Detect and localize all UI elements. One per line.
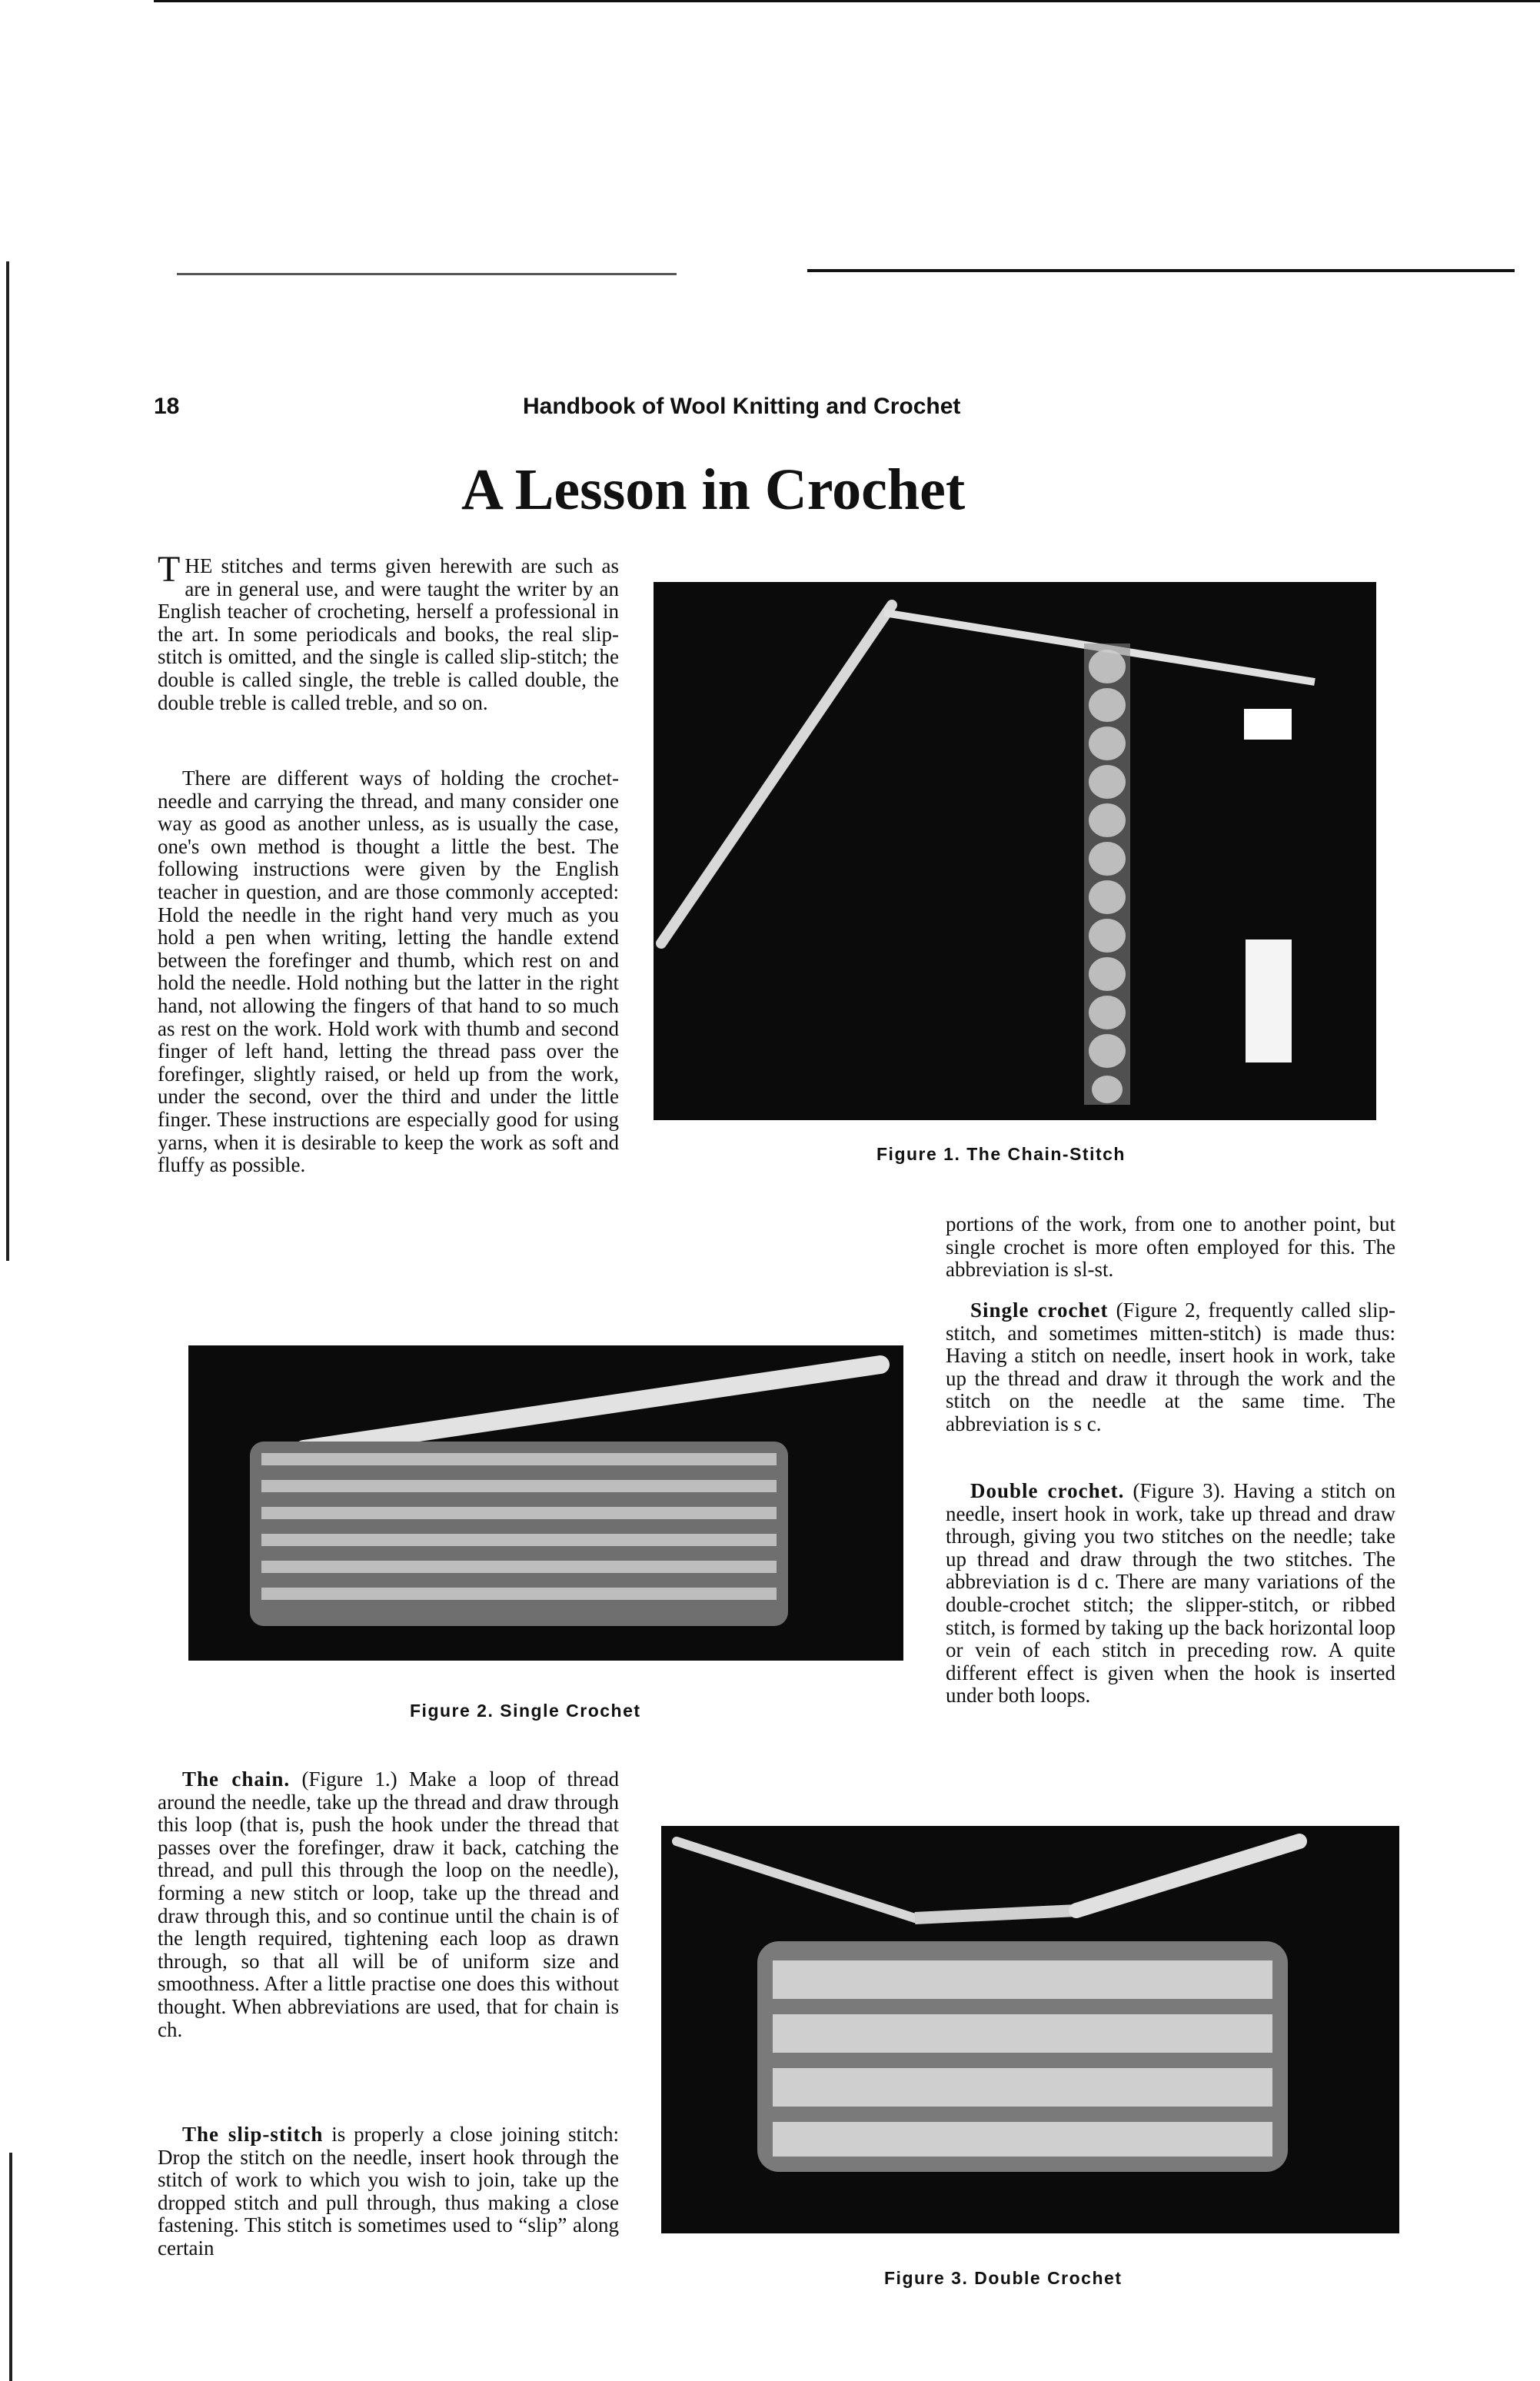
chain-paragraph (158, 1768, 619, 2041)
single-crochet-paragraph (946, 1299, 1395, 1436)
slip-stitch-paragraph (158, 2123, 619, 2260)
page-number: 18 (154, 394, 180, 419)
dropcap-letter: T (158, 549, 181, 590)
intro-paragraph-2-text: There are different ways of holding the crochet-needle and carrying the thread, and many consider one way as good as another unless, as is usually the case, one's own method is thought a little the best. The following instructions were given by the English teacher in question, and are those commonly accepted: Hold the needle in the right hand very much as you hold a pen when writing, letting the handle extend between the forefinger and thumb, which rest on and hold the needle. Hold nothing but the latter in the right hand, not allowing the fingers of that hand to so much as rest on the work. Hold work with thumb and second finger of left hand, letting the thread pass over the forefinger, slightly raised, or held up from the work, under the second, over the third and under the little finger. These instructions are especially good for using yarns, when it is desirable to keep the work as soft and fluffy as possible. (158, 767, 619, 1177)
figure-2-caption: Figure 2. Single Crochet (410, 1701, 641, 1721)
figure-1-chain-stitch-photo (654, 582, 1376, 1120)
figure-2-single-crochet-photo (188, 1345, 903, 1661)
chain-heading: The chain. (182, 1767, 291, 1791)
single-crochet-text: (Figure 2, frequently called slip-stitch, and sometimes mitten-stitch) is made thus: Having a stitch on needle, insert hook in work, take up the thread and draw it through the work and the stitch on the needle at the same time. The abbreviation is s c. (946, 1299, 1395, 1435)
slip-stitch-text: is properly a close joining stitch: Drop the stitch on the needle, insert hook through the stitch of work to which you wish to join, take up the dropped stitch and pull through, thus making a close fastening. This stitch is sometimes used to “slip” along certain (158, 2123, 619, 2260)
figure-3-caption: Figure 3. Double Crochet (884, 2268, 1123, 2288)
double-crochet-text: (Figure 3). Having a stitch on needle, insert hook in work, take up thread and draw through, giving you two stitches on the needle; take up thread and draw through the two stitches. The abbreviation is d c. There are many variations of the double-crochet stitch; the slipper-stitch, or ribbed stitch, is formed by taking up the back horizontal loop or vein of each stitch in preceding row. A quite different effect is given when the hook is inserted under both loops. (946, 1479, 1395, 1708)
upper-rule-left (177, 273, 677, 275)
upper-rule-right (807, 269, 1515, 272)
intro-paragraph-2 (158, 767, 619, 1177)
left-edge-line (6, 261, 9, 1261)
running-title: Handbook of Wool Knitting and Crochet (523, 394, 961, 419)
page-title: A Lesson in Crochet (461, 457, 966, 522)
left-edge-line-lower (9, 2153, 12, 2381)
double-crochet-paragraph (946, 1480, 1395, 1708)
chain-text: (Figure 1.) Make a loop of thread around the needle, take up the thread and draw through this loop (that is, push the hook under the thread that passes over the forefinger, draw it back, catching the thread, and pull this through the loop on the needle), forming a new stitch or loop, take up the thread and draw through this, and so continue until the chain is of the length required, tightening each loop as drawn through, so that all will be of uniform size and smoothness. After a little practise one does this without thought. When abbreviations are used, that for chain is ch. (158, 1767, 620, 2041)
slip-stitch-continued (946, 1213, 1395, 1282)
double-crochet-heading: Double crochet. (970, 1479, 1125, 1502)
figure-1-caption: Figure 1. The Chain-Stitch (876, 1144, 1126, 1164)
slip-stitch-continued-text: portions of the work, from one to another point, but single crochet is more often employed for this. The abbreviation is sl-st. (946, 1212, 1395, 1282)
slip-stitch-heading: The slip-stitch (182, 2123, 324, 2146)
figure-3-double-crochet-photo (661, 1826, 1399, 2233)
top-border-line (154, 0, 1540, 2)
single-crochet-heading: Single crochet (970, 1299, 1109, 1322)
intro-paragraph-1 (158, 549, 619, 714)
intro-paragraph-1-text: HE stitches and terms given herewith are such as are in general use, and were taught the writer by an English teacher of crocheting, herself a professional in the art. In some periodicals and books, the real slip-stitch is omitted, and the single is called slip-stitch; the double is called single, the treble is called double, the double treble is called treble, and so on. (158, 554, 619, 714)
